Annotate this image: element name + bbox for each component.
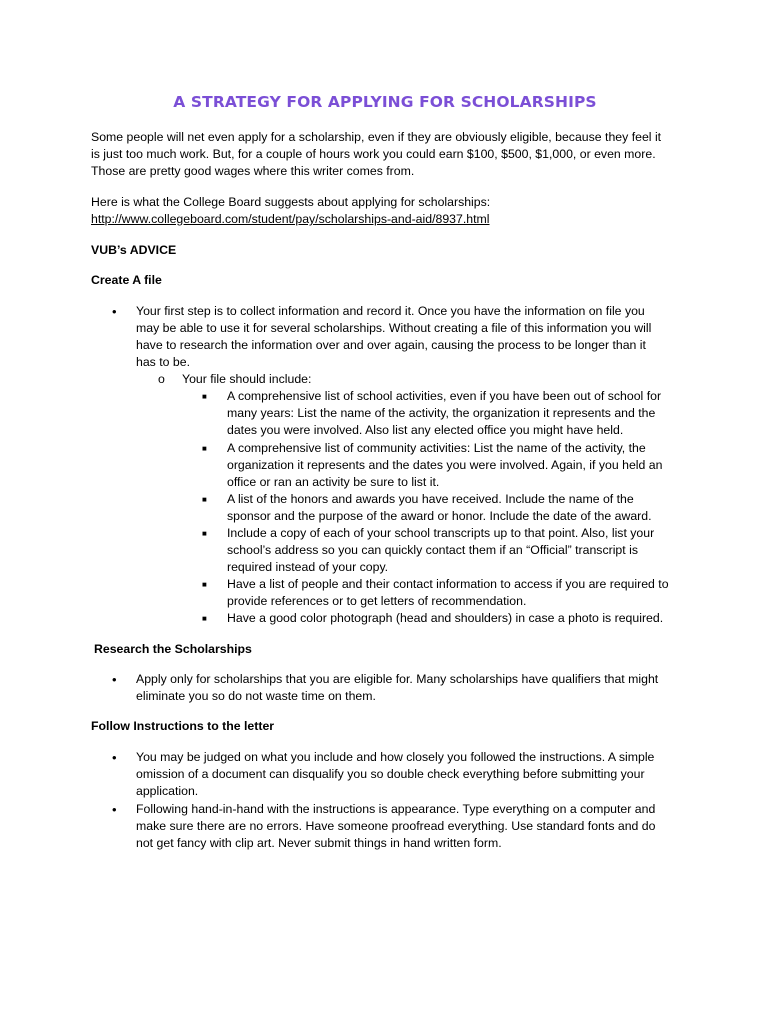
college-board-link[interactable]: http://www.collegeboard.com/student/pay/scholarships-and-aid/8937.html: [91, 212, 490, 226]
include-line: required instead of your copy.: [227, 560, 389, 574]
include-line: Include a copy of each of your school transcripts up to that point. Also, list your: [227, 526, 655, 540]
bullet-line: Following hand-in-hand with the instructions is appearance. Type everything on a computer and: [136, 802, 656, 816]
intro-line: Some people will net even apply for a scholarship, even if they are obviously eligible, because they feel it: [91, 130, 662, 144]
include-line: many years: List the name of the activity, the organization it represents and the: [227, 406, 656, 420]
advice-heading: VUB’s ADVICE: [91, 243, 177, 257]
include-line: school’s address so you can quickly contact them if an “Official” transcript is: [227, 543, 638, 557]
bullet-icon: •: [112, 802, 117, 817]
bullet-line: eliminate you so do not waste time on them.: [136, 689, 376, 703]
circle-bullet-icon: o: [158, 372, 165, 386]
include-line: organization it represents and the dates you were involved. Again, if you held an: [227, 458, 663, 472]
bullet-line: application.: [136, 784, 199, 798]
college-board-line: Here is what the College Board suggests about applying for scholarships:: [91, 195, 491, 209]
bullet-line: Your first step is to collect information and record it. Once you have the information on file you: [136, 304, 645, 318]
bullet-line: make sure there are no errors. Have someone proofread everything. Use standard fonts and do: [136, 819, 656, 833]
intro-line: Those are pretty good wages where this writer comes from.: [91, 164, 415, 178]
bullet-line: omission of a document can disqualify you so double check everything before submitting your: [136, 767, 645, 781]
follow-heading: Follow Instructions to the letter: [91, 719, 275, 733]
intro-line: is just too much work. But, for a couple of hours work you could earn $100, $500, $1,000, or even more.: [91, 147, 656, 161]
document-title: A STRATEGY FOR APPLYING FOR SCHOLARSHIPS: [173, 93, 597, 111]
create-file-heading: Create A file: [91, 273, 162, 287]
bullet-line: may be able to use it for several scholarships. Without creating a file of this information you will: [136, 321, 652, 335]
square-bullet-icon: ■: [202, 614, 207, 623]
include-line: sponsor and the purpose of the award or honor. Include the date of the award.: [227, 509, 652, 523]
include-line: A comprehensive list of community activities: List the name of the activity, the: [227, 441, 646, 455]
square-bullet-icon: ■: [202, 495, 207, 504]
bullet-line: has to be.: [136, 355, 191, 369]
include-line: dates you were involved. Also list any elected office you might have held.: [227, 423, 624, 437]
bullet-icon: •: [112, 304, 117, 319]
research-heading: Research the Scholarships: [94, 642, 252, 656]
bullet-icon: •: [112, 750, 117, 765]
bullet-icon: •: [112, 672, 117, 687]
include-line: office or ran an activity be sure to list it.: [227, 475, 440, 489]
include-line: A list of the honors and awards you have received. Include the name of the: [227, 492, 634, 506]
college-board-paragraph: [91, 194, 691, 228]
bullet-line: have to research the information over and over again, causing the process to be longer than it: [136, 338, 646, 352]
include-line: A comprehensive list of school activities, even if you have been out of school for: [227, 389, 662, 403]
square-bullet-icon: ■: [202, 444, 207, 453]
square-bullet-icon: ■: [202, 580, 207, 589]
bullet-line: not get fancy with clip art. Never submit things in hand written form.: [136, 836, 502, 850]
intro-paragraph: [91, 129, 691, 180]
bullet-line: Apply only for scholarships that you are eligible for. Many scholarships have qualifiers that might: [136, 672, 659, 686]
bullet-line: You may be judged on what you include and how closely you followed the instructions. A simple: [136, 750, 655, 764]
file-include-label: Your file should include:: [182, 372, 312, 386]
include-line: Have a good color photograph (head and shoulders) in case a photo is required.: [227, 611, 664, 625]
square-bullet-icon: ■: [202, 529, 207, 538]
include-line: provide references or to get letters of recommendation.: [227, 594, 527, 608]
include-line: Have a list of people and their contact information to access if you are required to: [227, 577, 669, 591]
square-bullet-icon: ■: [202, 392, 207, 401]
